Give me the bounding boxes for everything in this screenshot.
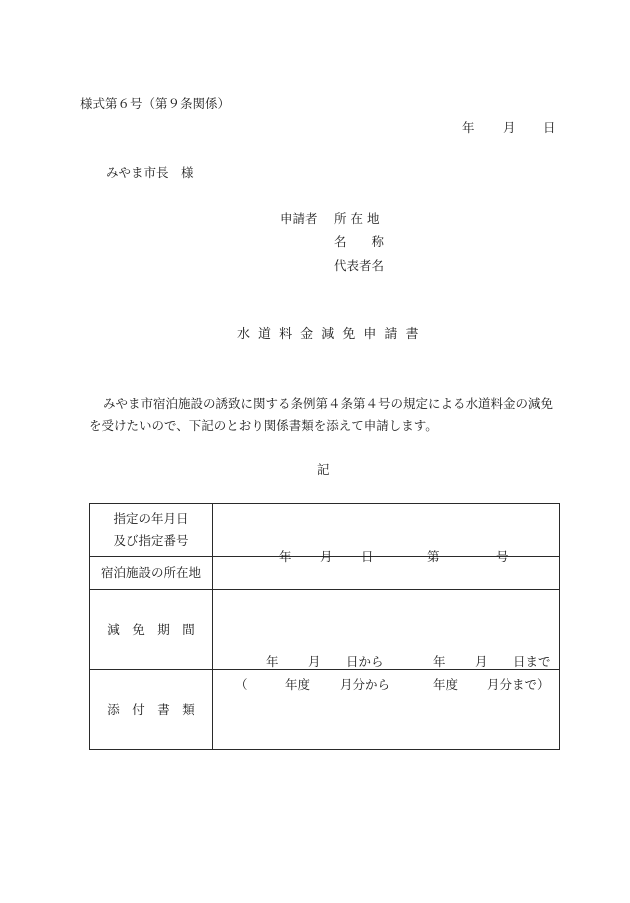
- designation-day: 日: [361, 549, 374, 564]
- name-label: 名 称: [334, 234, 385, 249]
- to-month: 月: [475, 653, 488, 669]
- fy-from: 年度: [285, 676, 311, 692]
- representative-label: 代表者名: [334, 258, 385, 273]
- body-paragraph: [89, 393, 559, 437]
- designation-label: [90, 504, 213, 557]
- fy-to-month: 月分まで）: [487, 676, 550, 692]
- from-month: 月: [308, 653, 321, 669]
- table-row: [90, 590, 560, 670]
- designation-label-line2: 及び指定番号: [113, 533, 189, 548]
- designation-value[interactable]: [213, 504, 560, 564]
- body-text: みやま市宿泊施設の誘致に関する条例第４条第４号の規定による水道料金の減免を受けたいので、下記のとおり関係書類を添えて申請します。: [89, 396, 554, 433]
- designation-month: 月: [320, 549, 333, 564]
- paren-open: （: [235, 676, 248, 692]
- application-table: [89, 503, 560, 750]
- designation-no-prefix: 第: [427, 549, 440, 564]
- date-month: 月: [503, 120, 516, 135]
- designation-year: 年: [279, 549, 292, 564]
- table-row: [90, 504, 560, 557]
- designation-no-suffix: 号: [496, 549, 509, 564]
- fy-from-month: 月分から: [340, 676, 391, 692]
- from-day: 日から: [346, 653, 384, 669]
- to-year: 年: [433, 653, 446, 669]
- ki-heading: 記: [317, 462, 330, 477]
- applicant-role: 申請者: [280, 211, 318, 226]
- address-label: 所 在 地: [334, 211, 380, 226]
- form-number: 様式第６号（第９条関係）: [80, 96, 231, 111]
- exemption-period-value[interactable]: [213, 590, 560, 692]
- to-day: 日まで: [513, 653, 551, 669]
- addressee: みやま市長 様: [106, 165, 194, 180]
- facility-address-label: 宿泊施設の所在地: [90, 557, 213, 590]
- exemption-period-label: 減 免 期 間: [90, 590, 213, 670]
- designation-label-line1: 指定の年月日: [113, 511, 189, 526]
- document-title: 水道料金減免申請書: [237, 327, 427, 342]
- from-year: 年: [266, 653, 279, 669]
- date-day: 日: [543, 120, 556, 135]
- fy-to: 年度: [433, 676, 459, 692]
- attachments-label: 添 付 書 類: [90, 670, 213, 750]
- date-year: 年: [462, 120, 475, 135]
